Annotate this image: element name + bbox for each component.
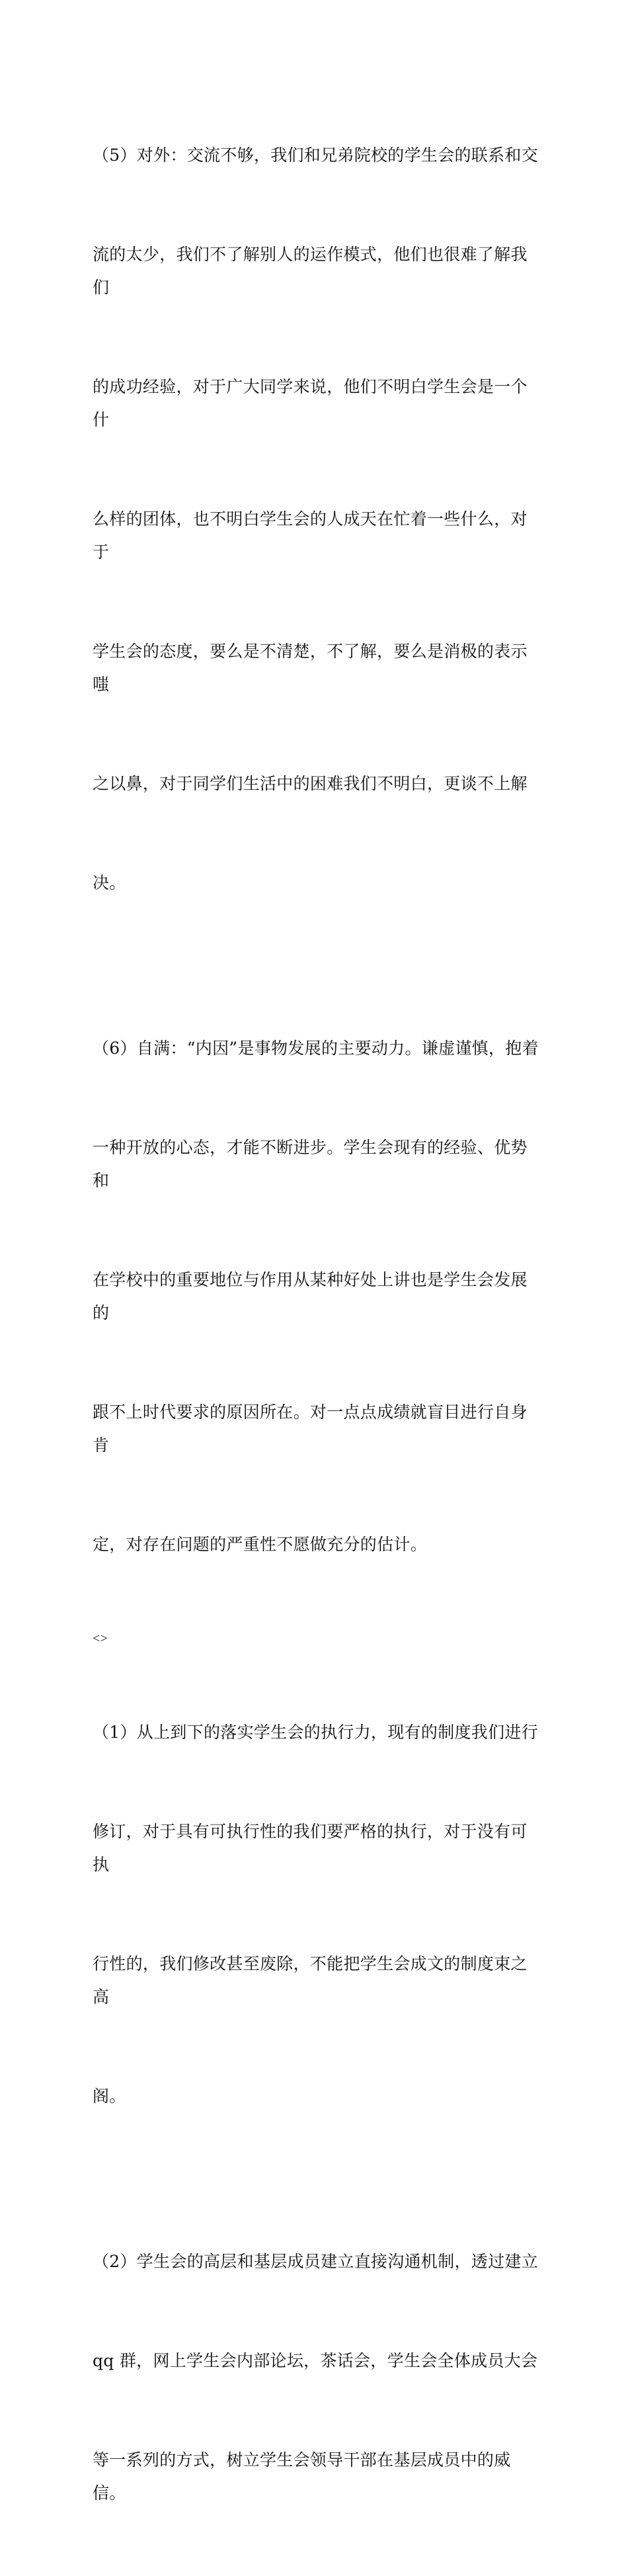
text-line: （5）对外：交流不够，我们和兄弟院校的学生会的联系和交 <box>93 146 539 165</box>
text-line: 流的太少，我们不了解别人的运作模式，他们也很难了解我们 <box>93 245 528 297</box>
text-line: 在学校中的重要地位与作用从某种好处上讲也是学生会发展的 <box>93 1270 528 1322</box>
text-line: 阁。 <box>93 2086 126 2106</box>
paragraph-6-complacency <box>93 966 542 1627</box>
text-line: 等一系列的方式，树立学生会领导干部在基层成员中的威信。 <box>93 2450 511 2503</box>
text-line: qq 群，网上学生会内部论坛，茶话会，学生会全体成员大会 <box>93 2351 538 2370</box>
text-line: 修订，对于具有可执行性的我们要严格的执行，对于没有可执 <box>93 1822 528 1874</box>
section-marker: <> <box>93 1631 108 1646</box>
text-line: 一种开放的心态，才能不断进步。学生会现有的经验、优势和 <box>93 1138 528 1190</box>
text-line: 行性的，我们修改甚至废除，不能把学生会成文的制度束之高 <box>93 1954 528 2006</box>
paragraph-measure-2 <box>93 2179 542 2576</box>
text-line: 之以鼻，对于同学们生活中的困难我们不明白，更谈不上解 <box>93 774 528 793</box>
text-line: 定，对存在问题的严重性不愿做充分的估计。 <box>93 1535 428 1554</box>
text-line: （2）学生会的高层和基层成员建立直接沟通机制，透过建立 <box>93 2252 539 2271</box>
text-line: （1）从上到下的落实学生会的执行力，现有的制度我们进行 <box>93 1723 539 1742</box>
text-line: 跟不上时代要求的原因所在。对一点点成绩就盲目进行自身肯 <box>93 1402 528 1455</box>
paragraph-5-external <box>93 73 542 966</box>
document-body <box>93 73 542 2576</box>
text-line: 决。 <box>93 873 126 892</box>
text-line: 么样的团体，也不明白学生会的人成天在忙着一些什么，对于 <box>93 509 528 562</box>
paragraph-measure-1 <box>93 1650 542 2179</box>
text-line: （6）自满：“内因”是事物发展的主要动力。谦虚谨慎，抱着 <box>93 1039 539 1058</box>
text-line: 学生会的态度，要么是不清楚，不了解，要么是消极的表示嗤 <box>93 642 528 694</box>
text-line: 的成功经验，对于广大同学来说，他们不明白学生会是一个什 <box>93 377 528 429</box>
